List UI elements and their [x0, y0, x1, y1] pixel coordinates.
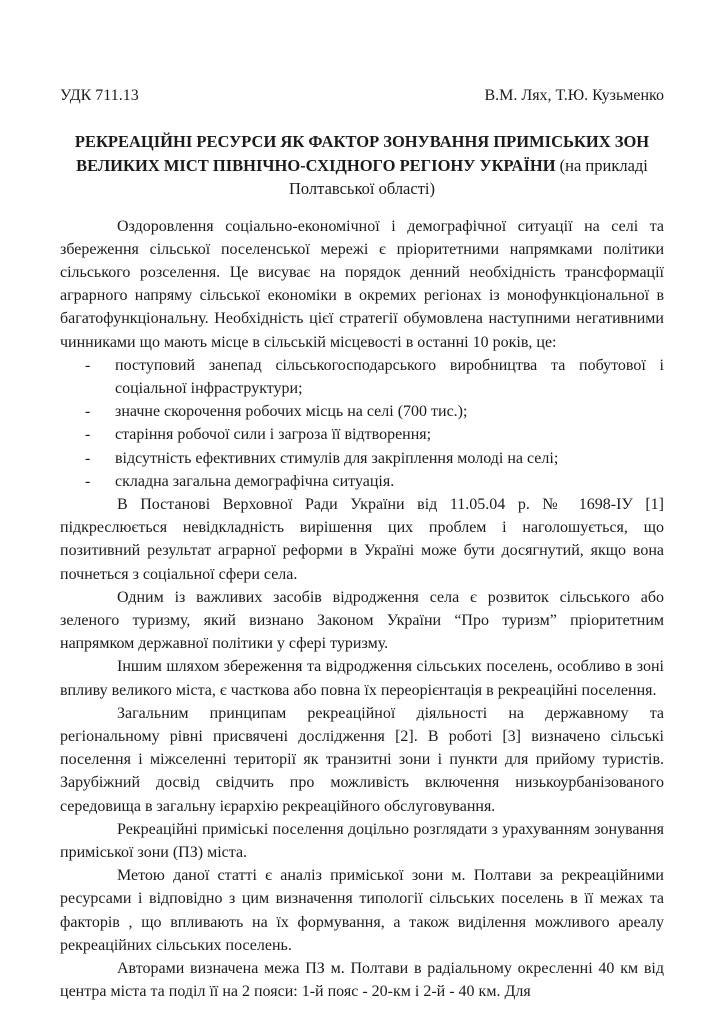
- body-paragraph: Рекреаційні приміські поселення доцільно розглядати з урахуванням зонування приміської зони (ПЗ) міста.: [60, 820, 664, 861]
- paragraphs-container: [60, 493, 664, 1003]
- article-title: [60, 130, 664, 201]
- list-item: [60, 400, 664, 423]
- dash-marker: -: [85, 472, 91, 490]
- body-paragraph: Метою даної статті є аналіз приміської зони м. Полтави за рекреаційними ресурсами і відповідно з цим визначення типології сільських поселень в її межах та факторів , що впливають на їх формування, а також виділення можливого ареалу рекреаційних сільських поселень.: [60, 867, 664, 954]
- list-item: [60, 423, 664, 446]
- list-item: [60, 354, 664, 400]
- body-paragraph: Загальним принципам рекреаційної діяльності на державному та регіональному рівні присвячені дослідження [2]. В роботі [3] визначено сільські поселення і міжселенні території як транзитні зони і пункти для прийому туристів. Зарубіжний досвід свідчить про можливість включення низькоурбанізованого середовища в загальну ієрархію рекреаційного обслуговування.: [60, 704, 664, 815]
- dash-marker: -: [85, 449, 91, 467]
- body-paragraph: Іншим шляхом збереження та відродження сільських поселень, особливо в зоні впливу великого міста, є часткова або повна їх переорієнтація в рекреаційні поселення.: [60, 658, 664, 699]
- document-header: [60, 86, 664, 106]
- body-paragraph: Авторами визначена межа ПЗ м. Полтави в радіальному окресленні 40 км від центра міста та поділ її на 2 пояси: 1-й пояс - 20-км і 2-й - 40 км. Для: [60, 960, 664, 1001]
- udc-code: УДК 711.13: [60, 87, 139, 104]
- list-item: [60, 447, 664, 470]
- body-paragraph: В Постанові Верховної Ради України від 11.05.04 р. № 1698-ІУ [1] підкреслюється невідкладність вирішення цих проблем і наголошується, що позитивний результат аграрної реформи в Україні може бути досягнутий, якщо вона почнеться з соціальної сфери села.: [60, 495, 664, 583]
- article-title-suffix: (на прикладі Полтавської області): [288, 155, 648, 198]
- dash-marker: -: [85, 426, 91, 444]
- dash-marker: -: [85, 403, 91, 421]
- list-item-text: значне скорочення робочих місць на селі (700 тис.);: [115, 403, 468, 421]
- dash-marker: -: [85, 356, 91, 374]
- authors: В.М. Лях, Т.Ю. Кузьменко: [484, 87, 664, 104]
- body-paragraph: Одним із важливих засобів відродження села є розвиток сільського або зеленого туризму, який визнано Законом України “Про туризм” пріоритетним напрямком державної політики у сфері туризму.: [60, 588, 664, 653]
- article-body: [60, 215, 664, 1004]
- list-item-text: старіння робочої сили і загроза її відтворення;: [115, 426, 432, 444]
- list-item-text: складна загальна демографічна ситуація.: [115, 472, 395, 490]
- list-item-text: відсутність ефективних стимулів для закріплення молоді на селі;: [115, 449, 559, 467]
- article-title-main: РЕКРЕАЦІЙНІ РЕСУРСИ ЯК ФАКТОР ЗОНУВАННЯ ПРИМІСЬКИХ ЗОН ВЕЛИКИХ МІСТ ПІВНІЧНО-СХІДНОГО РЕГІОНУ УКРАЇНИ: [74, 132, 650, 175]
- intro-paragraph: Оздоровлення соціально-економічної і демографічної ситуації на селі та збереження сільської поселенської мережі є пріоритетними напрямками політики сільського розселення. Це висуває на порядок денний необхідність трансформації аграрного напряму сільської економіки в окремих регіонах із монофункціональної в багатофункціональну. Необхідність цієї стратегії обумовлена наступними негативними чинниками що мають місце в сільській місцевості в останні 10 років, це:: [60, 217, 664, 351]
- page-content: [60, 86, 664, 1003]
- list-item-text: поступовий занепад сільськогосподарського виробництва та побутової і соціальної інфраструктури;: [115, 356, 664, 397]
- list-item: [60, 470, 664, 493]
- negative-factors-list: [60, 354, 664, 493]
